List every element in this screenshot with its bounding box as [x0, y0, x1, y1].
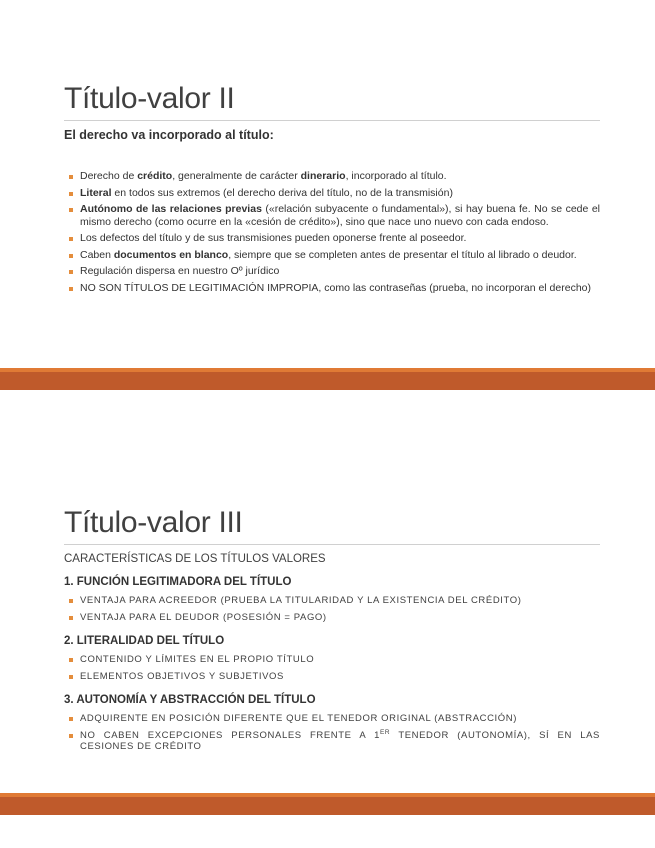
- text-run: Regulación dispersa en nuestro Oº jurídico: [80, 265, 280, 277]
- list-item: VENTAJA PARA ACREEDOR (PRUEBA LA TITULARIDAD Y LA EXISTENCIA DEL CRÉDITO): [64, 595, 600, 607]
- bold-run: Autónomo de las relaciones previas: [80, 203, 262, 215]
- bold-run: dinerario: [300, 170, 346, 182]
- bullet-item: [64, 170, 600, 183]
- section-caption: CARACTERÍSTICAS DE LOS TÍTULOS VALORES: [64, 553, 326, 565]
- text-run: NO CABEN EXCEPCIONES PERSONALES FRENTE A 1: [80, 729, 380, 741]
- text-run: («relación subyacente o fundamental»), si hay buena fe. No se cede el mismo derecho (como ocurre en la «cesión de crédito»), sino que nace uno nuevo con cada endoso.: [80, 203, 600, 228]
- bullet-item: [64, 203, 600, 228]
- text-run: , siempre que se completen antes de presentar el título al librado o deudor.: [228, 248, 577, 261]
- bold-run: Literal: [80, 186, 112, 199]
- slide-gap: [0, 394, 655, 425]
- list-item: ELEMENTOS OBJETIVOS Y SUBJETIVOS: [64, 671, 600, 683]
- text-run: Caben: [80, 248, 114, 261]
- bullet-item: [64, 265, 600, 278]
- text-run: TENEDOR (AUTONOMÍA), SÍ EN LAS CESIONES DE CRÉDITO: [80, 729, 600, 752]
- slide-title: Título-valor III: [64, 506, 243, 539]
- bullet-item: [64, 249, 600, 262]
- list-item: [64, 730, 600, 753]
- list-item: VENTAJA PARA EL DEUDOR (POSESIÓN = PAGO): [64, 612, 600, 624]
- bold-run: documentos en blanco: [113, 248, 229, 261]
- text-run: , generalmente de carácter: [172, 170, 301, 182]
- slide-titulo-valor-ii: [0, 0, 655, 372]
- section-list: [64, 654, 600, 687]
- list-item: ADQUIRENTE EN POSICIÓN DIFERENTE QUE EL TENEDOR ORIGINAL (ABSTRACCIÓN): [64, 713, 600, 725]
- bullet-item: [64, 282, 600, 295]
- section-heading: 2. LITERALIDAD DEL TÍTULO: [64, 635, 225, 647]
- text-run: , incorporado al título.: [345, 170, 447, 182]
- section-heading: 1. FUNCIÓN LEGITIMADORA DEL TÍTULO: [64, 576, 292, 588]
- slide-title: Título-valor II: [64, 82, 235, 115]
- footer-band: [0, 368, 655, 390]
- section-list: [64, 713, 600, 758]
- bullet-item: [64, 187, 600, 200]
- bullet-list: [64, 170, 600, 298]
- title-divider: [64, 544, 600, 545]
- text-run: en todos sus extremos (el derecho deriva del título, no de la transmisión): [111, 186, 453, 199]
- section-heading: 3. AUTONOMÍA Y ABSTRACCIÓN DEL TÍTULO: [64, 694, 316, 706]
- footer-band: [0, 793, 655, 815]
- superscript: ER: [379, 728, 391, 736]
- bullet-item: [64, 232, 600, 245]
- lead-text: El derecho va incorporado al título:: [64, 128, 274, 142]
- section-list: [64, 595, 600, 628]
- text-run: NO SON TÍTULOS DE LEGITIMACIÓN IMPROPIA, como las contraseñas (prueba, no incorporan el derecho): [80, 281, 591, 294]
- list-item: CONTENIDO Y LÍMITES EN EL PROPIO TÍTULO: [64, 654, 600, 666]
- text-run: Los defectos del título y de sus transmisiones pueden oponerse frente al poseedor.: [80, 232, 467, 244]
- slide-titulo-valor-iii: [0, 425, 655, 793]
- bold-run: crédito: [137, 170, 173, 182]
- title-divider: [64, 120, 600, 121]
- slide-gap: [0, 819, 655, 848]
- text-run: Derecho de: [80, 170, 138, 182]
